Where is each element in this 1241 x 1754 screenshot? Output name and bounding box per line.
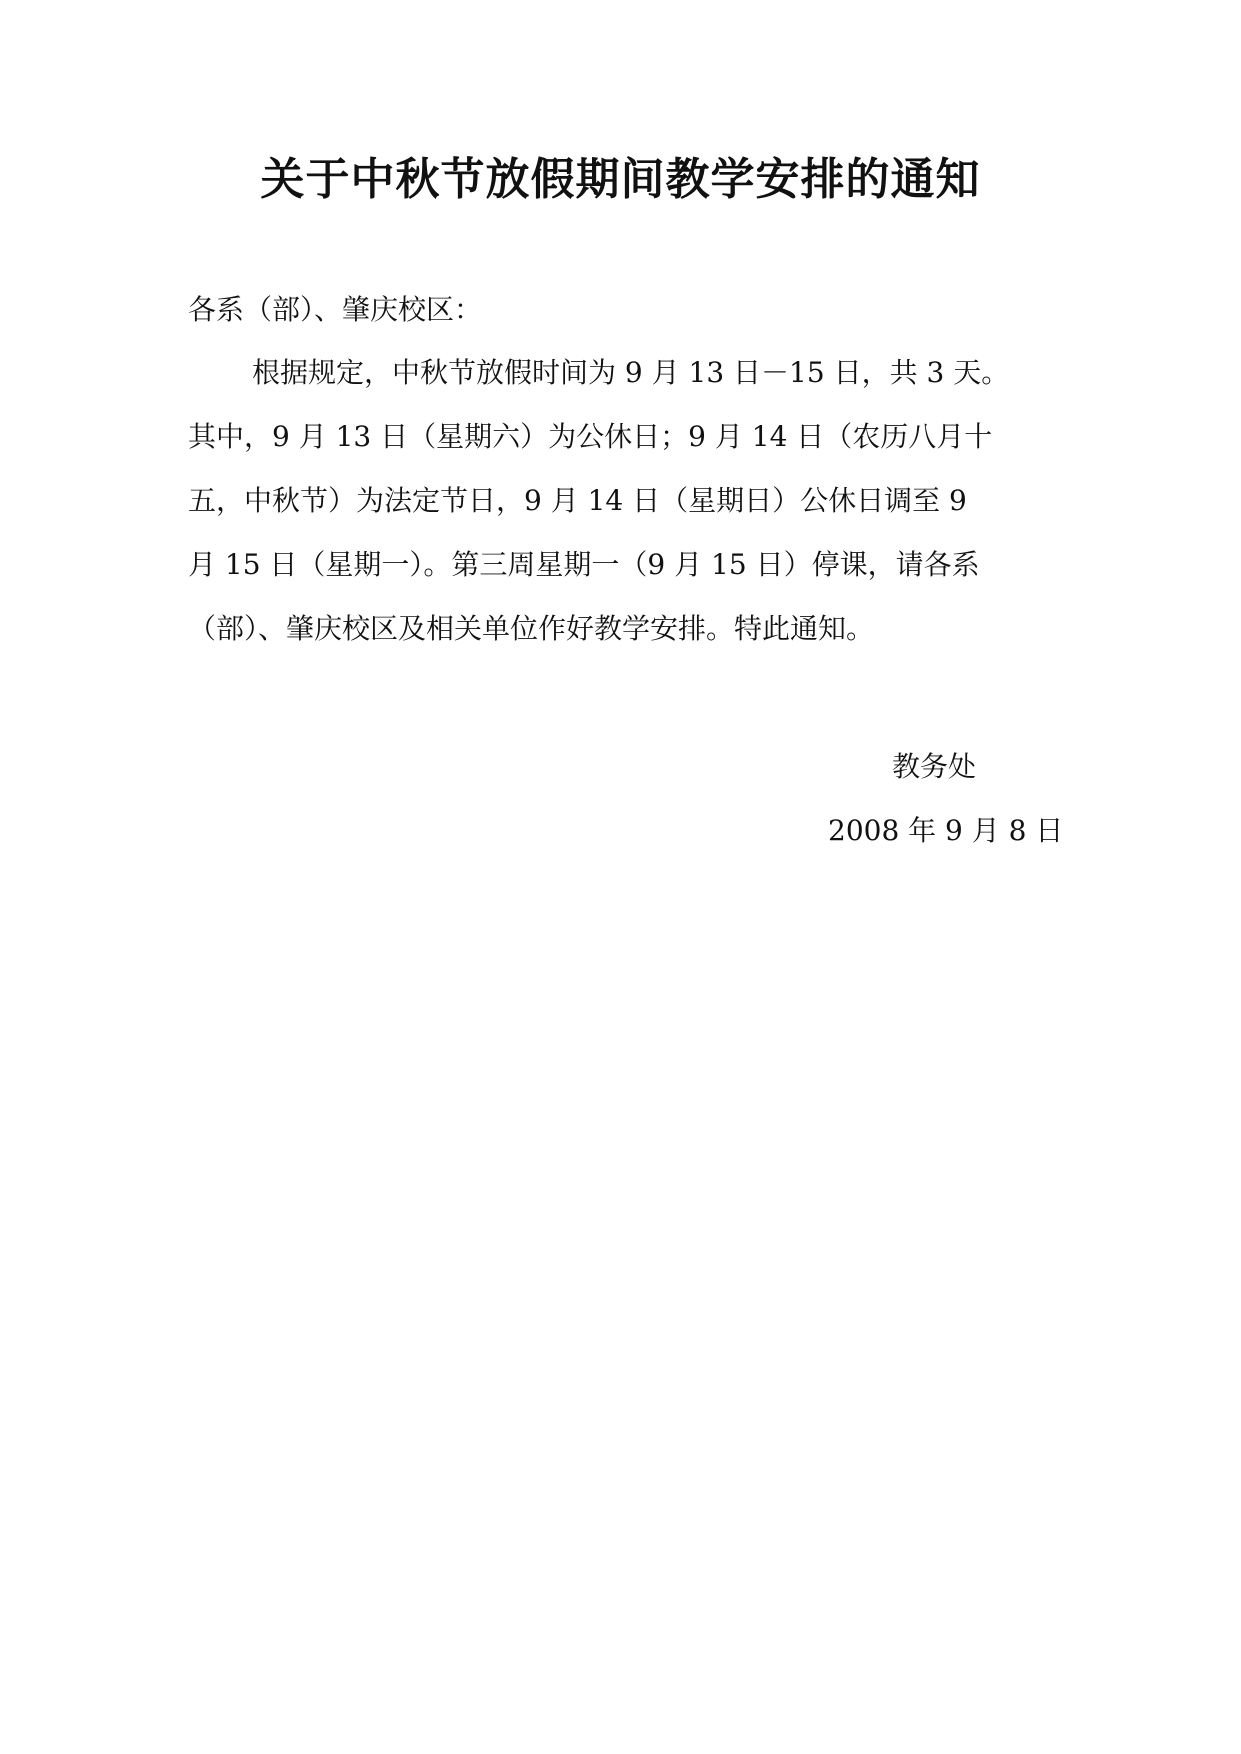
body-line-5: （部）、肇庆校区及相关单位作好教学安排。特此通知。: [188, 612, 875, 645]
document-title: 关于中秋节放假期间教学安排的通知: [260, 154, 981, 205]
body-line-3: 五，中秋节）为法定节日，9 月 14 日（星期日）公休日调至 9: [188, 484, 967, 517]
body-line-1: 根据规定，中秋节放假时间为 9 月 13 日－15 日，共 3 天。: [252, 356, 1010, 389]
signature-date: 2008 年 9 月 8 日: [828, 814, 1064, 847]
body-line-2: 其中，9 月 13 日（星期六）为公休日；9 月 14 日（农历八月十: [188, 420, 993, 453]
signature-org: 教务处: [892, 750, 977, 783]
body-line-4: 月 15 日（星期一）。第三周星期一（9 月 15 日）停课，请各系: [188, 548, 980, 581]
salutation: 各系（部）、肇庆校区：: [188, 293, 483, 326]
